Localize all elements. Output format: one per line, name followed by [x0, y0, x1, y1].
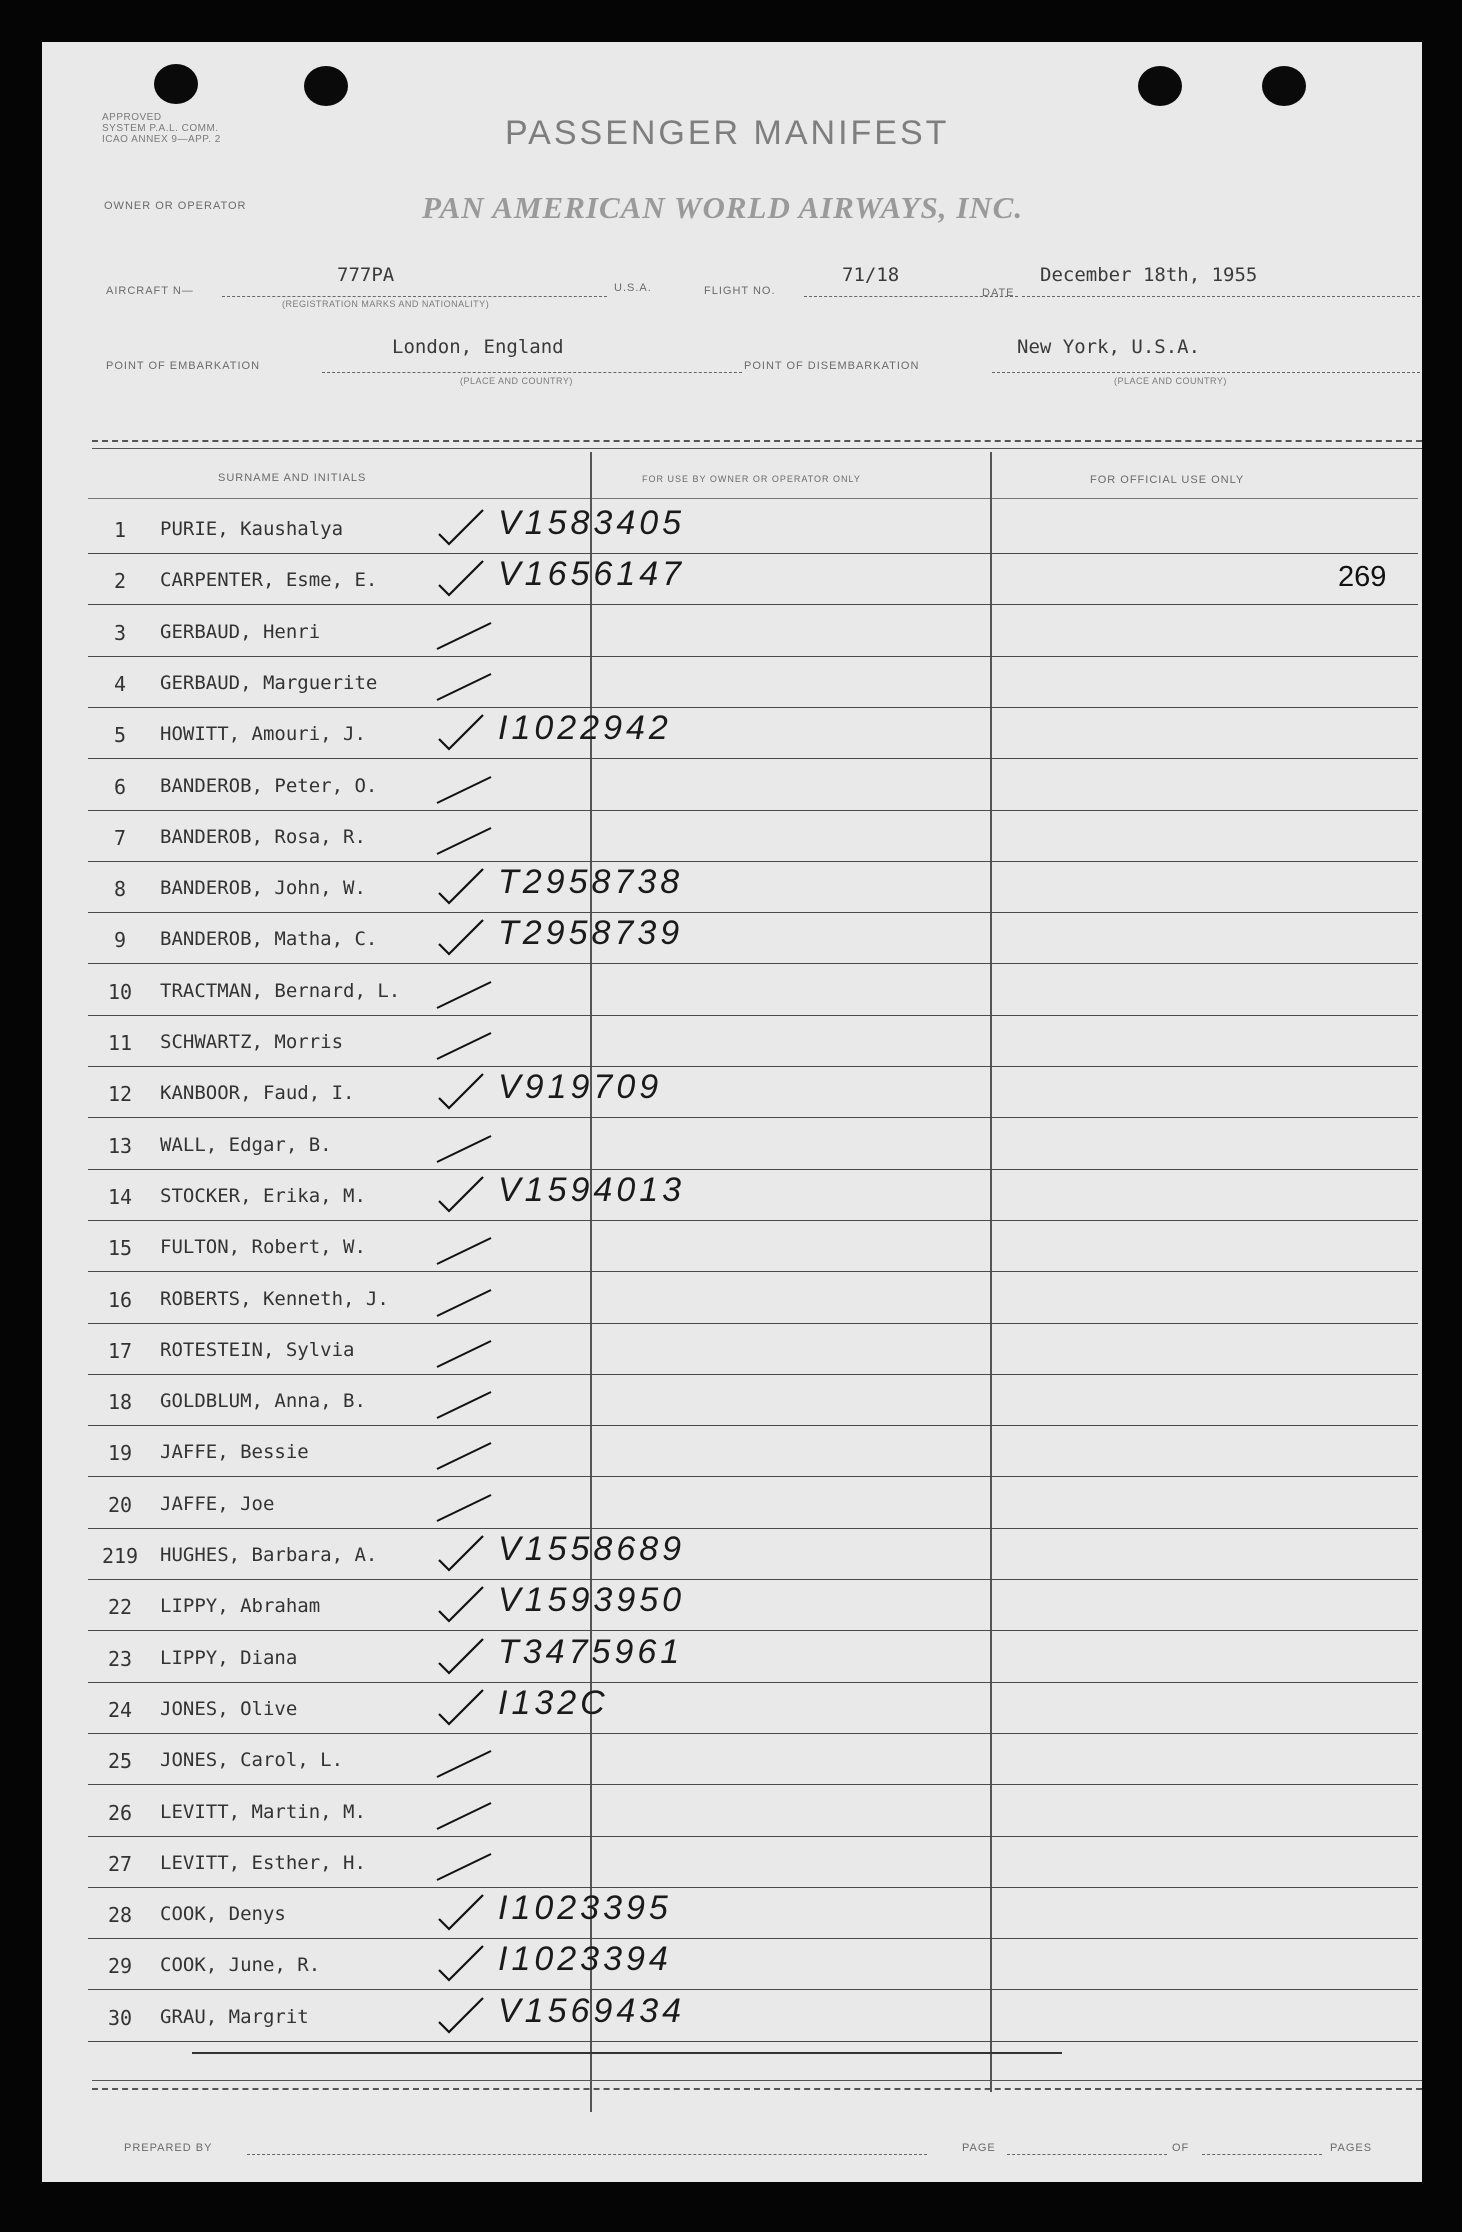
passenger-row	[88, 1938, 1418, 1990]
check-mark-icon	[433, 1378, 493, 1422]
check-mark-icon	[433, 1122, 493, 1166]
manifest-sheet	[42, 42, 1422, 2182]
embark-value: London, England	[392, 336, 564, 358]
check-mark-icon	[433, 814, 493, 858]
passenger-row	[88, 1579, 1418, 1631]
passenger-name: GERBAUD, Henri	[160, 620, 321, 643]
page-title: PASSENGER MANIFEST	[505, 114, 950, 152]
punch-hole	[1138, 66, 1182, 106]
check-mark-icon	[433, 506, 493, 550]
passenger-row	[88, 656, 1418, 708]
row-number: 29	[107, 1954, 133, 1979]
passenger-row	[88, 1374, 1418, 1426]
disembark-value: New York, U.S.A.	[1017, 336, 1201, 358]
passenger-name: LIPPY, Diana	[160, 1646, 298, 1669]
passenger-row	[88, 810, 1418, 862]
passport-number: V1569434	[498, 1991, 686, 2030]
passenger-row	[88, 1169, 1418, 1221]
passenger-name: GERBAUD, Marguerite	[160, 671, 378, 694]
row-number: 11	[107, 1031, 133, 1055]
passport-number: I132C	[498, 1683, 609, 1722]
check-mark-icon	[433, 1994, 493, 2038]
row-number: 20	[107, 1492, 133, 1517]
passport-number: V919709	[498, 1068, 663, 1107]
passenger-name: JAFFE, Joe	[160, 1492, 275, 1515]
passenger-row	[88, 605, 1418, 657]
row-number: 23	[107, 1646, 133, 1671]
row-number: 24	[107, 1697, 133, 1722]
passenger-row	[88, 1887, 1418, 1939]
passenger-name: SCHWARTZ, Morris	[160, 1031, 344, 1053]
row-number: 18	[107, 1390, 133, 1415]
check-mark-icon	[433, 1583, 493, 1627]
row-number: 3	[113, 620, 127, 645]
row-number: 25	[107, 1749, 133, 1774]
row-number: 30	[107, 2005, 133, 2030]
passenger-name: TRACTMAN, Bernard, L.	[160, 979, 401, 1002]
passenger-row	[88, 912, 1418, 964]
passport-number: T3475961	[498, 1632, 684, 1671]
passenger-name: ROTESTEIN, Sylvia	[160, 1338, 355, 1361]
passenger-name: LEVITT, Martin, M.	[160, 1800, 366, 1823]
punch-hole	[304, 66, 348, 106]
row-number: 14	[107, 1184, 133, 1209]
row-number: 19	[107, 1441, 133, 1466]
passenger-name: BANDEROB, Peter, O.	[160, 774, 378, 797]
passport-number: I1022942	[498, 709, 672, 748]
passport-number: V1583405	[498, 504, 686, 542]
passenger-name: JAFFE, Bessie	[160, 1441, 309, 1464]
check-mark-icon	[433, 660, 493, 704]
passenger-name: COOK, Denys	[160, 1903, 286, 1926]
passenger-row	[88, 502, 1418, 554]
check-mark-icon	[433, 1686, 493, 1730]
flight-label: FLIGHT NO.	[704, 285, 776, 297]
embark-caption: (PLACE AND COUNTRY)	[460, 376, 573, 386]
passenger-row	[88, 1990, 1418, 2042]
row-number: 7	[113, 825, 127, 850]
official-note: 269	[1338, 561, 1387, 594]
passenger-name: GRAU, Margrit	[160, 2005, 309, 2028]
passenger-row	[88, 1323, 1418, 1375]
page-label: PAGE	[962, 2142, 996, 2154]
check-mark-icon	[433, 1942, 493, 1986]
passport-number: T2958739	[498, 914, 684, 953]
passenger-name: BANDEROB, John, W.	[160, 877, 366, 900]
check-mark-icon	[433, 763, 493, 807]
approval-line: ICAO ANNEX 9—APP. 2	[102, 134, 221, 145]
check-mark-icon	[433, 1532, 493, 1576]
passenger-row	[88, 861, 1418, 913]
passenger-row	[88, 1528, 1418, 1580]
passenger-name: KANBOOR, Faud, I.	[160, 1082, 355, 1105]
passenger-name: JONES, Carol, L.	[160, 1749, 344, 1772]
check-mark-icon	[433, 711, 493, 755]
passenger-name: BANDEROB, Matha, C.	[160, 928, 378, 951]
row-number: 26	[107, 1800, 133, 1825]
row-number: 4	[113, 671, 127, 696]
passenger-row	[88, 1836, 1418, 1888]
passenger-row	[88, 553, 1418, 605]
row-number: 15	[107, 1236, 133, 1261]
punch-hole	[1262, 66, 1306, 106]
passenger-name: GOLDBLUM, Anna, B.	[160, 1390, 366, 1413]
usa-label: U.S.A.	[614, 282, 652, 294]
check-mark-icon	[433, 1635, 493, 1679]
check-mark-icon	[433, 1173, 493, 1217]
approval-line: APPROVED	[102, 112, 162, 123]
passenger-row	[88, 1733, 1418, 1785]
passenger-name: HOWITT, Amouri, J.	[160, 723, 366, 746]
column-header-name: SURNAME AND INITIALS	[218, 472, 367, 484]
aircraft-value: 777PA	[337, 264, 395, 286]
registration-caption: (REGISTRATION MARKS AND NATIONALITY)	[282, 299, 490, 309]
passport-number: I1023394	[498, 1940, 672, 1979]
check-mark-icon	[433, 1891, 493, 1935]
passenger-row	[88, 1477, 1418, 1529]
passenger-row	[88, 1785, 1418, 1837]
embark-label: POINT OF EMBARKATION	[106, 360, 261, 372]
date-value: December 18th, 1955	[1040, 264, 1258, 286]
passport-number: V1656147	[498, 555, 686, 594]
check-mark-icon	[433, 1070, 493, 1114]
passenger-row	[88, 1682, 1418, 1734]
passport-number: I1023395	[498, 1889, 672, 1928]
passenger-row	[88, 707, 1418, 759]
passenger-row	[88, 1631, 1418, 1683]
passenger-name: BANDEROB, Rosa, R.	[160, 825, 366, 848]
passport-number: V1558689	[498, 1530, 686, 1568]
approval-stamp	[102, 112, 221, 145]
passenger-name: JONES, Olive	[160, 1697, 298, 1720]
row-number: 12	[107, 1082, 133, 1107]
row-number: 6	[113, 774, 127, 799]
passenger-name: HUGHES, Barbara, A.	[160, 1544, 378, 1566]
passenger-name: ROBERTS, Kenneth, J.	[160, 1287, 389, 1310]
aircraft-label: AIRCRAFT N—	[106, 285, 194, 297]
passenger-name: FULTON, Robert, W.	[160, 1236, 366, 1259]
check-mark-icon	[433, 1276, 493, 1320]
check-mark-icon	[433, 1019, 493, 1063]
passenger-name: COOK, June, R.	[160, 1954, 321, 1977]
check-mark-icon	[433, 557, 493, 601]
passenger-row	[88, 1272, 1418, 1324]
passport-number: V1593950	[498, 1581, 686, 1620]
approval-line: SYSTEM P.A.L. COMM.	[102, 123, 219, 134]
row-number: 28	[107, 1903, 133, 1928]
disembark-caption: (PLACE AND COUNTRY)	[1114, 376, 1227, 386]
flight-value: 71/18	[842, 264, 900, 286]
check-mark-icon	[433, 1789, 493, 1833]
company-name: PAN AMERICAN WORLD AIRWAYS, INC.	[422, 190, 1024, 225]
check-mark-icon	[433, 1840, 493, 1884]
prepared-label: PREPARED BY	[124, 2142, 213, 2154]
check-mark-icon	[433, 609, 493, 653]
passenger-row	[88, 964, 1418, 1016]
disembark-label: POINT OF DISEMBARKATION	[744, 360, 920, 372]
passenger-name: WALL, Edgar, B.	[160, 1133, 332, 1156]
date-label: DATE	[982, 287, 1015, 299]
row-number: 16	[107, 1287, 133, 1312]
passenger-name: CARPENTER, Esme, E.	[160, 569, 378, 592]
check-mark-icon	[433, 968, 493, 1012]
column-header-official: FOR OFFICIAL USE ONLY	[1090, 474, 1245, 486]
row-number: 219	[101, 1544, 139, 1568]
row-number: 17	[107, 1338, 133, 1363]
passenger-row	[88, 1220, 1418, 1272]
row-number: 5	[113, 723, 127, 748]
owner-label: OWNER OR OPERATOR	[104, 200, 247, 212]
passenger-name: LEVITT, Esther, H.	[160, 1851, 366, 1874]
row-number: 8	[113, 877, 127, 902]
passenger-name: PURIE, Kaushalya	[160, 518, 344, 540]
passenger-row	[88, 1425, 1418, 1477]
row-number: 13	[107, 1133, 133, 1158]
passport-number: V1594013	[498, 1170, 686, 1209]
of-label: OF	[1172, 2142, 1190, 2154]
row-number: 9	[113, 928, 127, 953]
passenger-row	[88, 1015, 1418, 1067]
punch-hole	[154, 64, 198, 104]
row-number: 2	[113, 569, 127, 594]
check-mark-icon	[433, 1737, 493, 1781]
row-number: 22	[107, 1595, 133, 1620]
passenger-row	[88, 1118, 1418, 1170]
column-header-operator: FOR USE BY OWNER OR OPERATOR ONLY	[642, 474, 861, 484]
check-mark-icon	[433, 1481, 493, 1525]
passenger-row	[88, 759, 1418, 811]
row-number: 10	[107, 979, 133, 1004]
passenger-name: LIPPY, Abraham	[160, 1595, 321, 1618]
check-mark-icon	[433, 1429, 493, 1473]
pages-label: PAGES	[1330, 2142, 1373, 2154]
passport-number: T2958738	[498, 863, 684, 902]
check-mark-icon	[433, 1224, 493, 1268]
passenger-row	[88, 1066, 1418, 1118]
check-mark-icon	[433, 1327, 493, 1371]
passenger-name: STOCKER, Erika, M.	[160, 1184, 366, 1207]
row-number: 27	[107, 1851, 133, 1876]
row-number: 1	[113, 518, 127, 542]
check-mark-icon	[433, 865, 493, 909]
check-mark-icon	[433, 916, 493, 960]
